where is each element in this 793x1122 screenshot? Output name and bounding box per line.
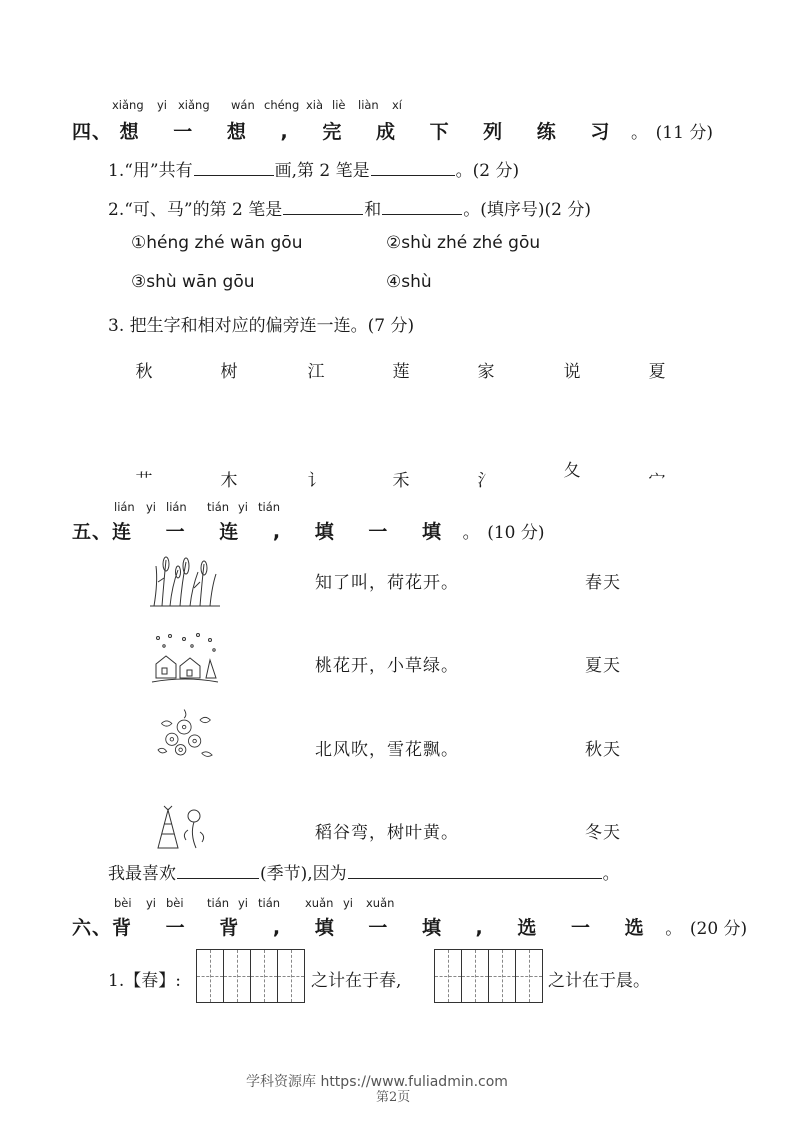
pinyin: liàn bbox=[358, 98, 379, 112]
answer-blank[interactable] bbox=[194, 157, 274, 176]
question-text: 画,第 2 笔是 bbox=[274, 161, 370, 181]
section-heading bbox=[72, 517, 545, 544]
answer-blank[interactable] bbox=[371, 157, 455, 176]
title-period: 。 bbox=[631, 123, 649, 143]
snowy-village-image[interactable] bbox=[150, 632, 220, 688]
section-separator: 、 bbox=[92, 121, 113, 143]
character-item[interactable]: 夏 bbox=[648, 362, 666, 382]
radical-item[interactable]: 木 bbox=[220, 471, 238, 491]
pinyin: liè bbox=[332, 98, 346, 112]
pinyin: tián bbox=[258, 896, 281, 910]
writing-grid[interactable] bbox=[196, 949, 305, 1003]
phrase-item[interactable]: 稻谷弯，树叶黄。 bbox=[315, 823, 459, 843]
option-4: ④shù bbox=[386, 272, 432, 292]
title-period: 。 bbox=[665, 919, 683, 939]
pinyin: tián bbox=[207, 500, 230, 514]
pinyin: lián bbox=[114, 500, 135, 514]
flower-blossom-image[interactable] bbox=[150, 706, 220, 762]
section-number: 六 bbox=[72, 917, 93, 939]
radical-item[interactable]: 禾 bbox=[392, 471, 410, 491]
question-text: 1.“用”共有 bbox=[108, 161, 193, 181]
pinyin: xià bbox=[306, 98, 324, 112]
section-points: (11 分) bbox=[655, 123, 713, 143]
question-text: 。 bbox=[602, 864, 620, 884]
phrase-item[interactable]: 知了叫，荷花开。 bbox=[315, 573, 459, 593]
radical-item[interactable]: 氵 bbox=[477, 471, 495, 491]
section-title: 背 一 背 , 填 一 填 , 选 一 选 bbox=[112, 917, 658, 939]
answer-blank[interactable] bbox=[177, 860, 259, 879]
pinyin: xiǎng bbox=[178, 98, 210, 112]
section-title: 连 一 连 , 填 一 填 bbox=[112, 521, 455, 543]
pinyin: yi bbox=[157, 98, 168, 112]
question-3: 3. 把生字和相对应的偏旁连一连。(7 分) bbox=[108, 316, 415, 336]
season-item[interactable]: 秋天 bbox=[585, 740, 621, 760]
pinyin: yi bbox=[146, 896, 157, 910]
pinyin: tián bbox=[258, 500, 281, 514]
answer-blank[interactable] bbox=[382, 196, 462, 215]
character-item[interactable]: 树 bbox=[220, 362, 238, 382]
pinyin: tián bbox=[207, 896, 230, 910]
pinyin: wán bbox=[231, 98, 255, 112]
season-item[interactable]: 春天 bbox=[585, 573, 621, 593]
character-item[interactable]: 家 bbox=[477, 362, 495, 382]
answer-blank[interactable] bbox=[348, 860, 602, 879]
section-separator: 、 bbox=[92, 917, 113, 939]
answer-blank[interactable] bbox=[283, 196, 363, 215]
page-number: 第2页 bbox=[376, 1090, 411, 1105]
pinyin: yi bbox=[343, 896, 354, 910]
phrase-item[interactable]: 桃花开，小草绿。 bbox=[315, 656, 459, 676]
favorite-season-question bbox=[108, 859, 620, 884]
pinyin: yi bbox=[238, 500, 249, 514]
title-period: 。 bbox=[462, 523, 480, 543]
section-points: (10 分) bbox=[487, 523, 545, 543]
question-label: 1.【春】: bbox=[108, 971, 181, 991]
question-text: 之计在于春, bbox=[311, 971, 402, 991]
question-text: 我最喜欢 bbox=[108, 864, 176, 884]
section-separator: 、 bbox=[92, 521, 113, 543]
pinyin: xiǎng bbox=[112, 98, 144, 112]
question-text: 。(填序号)(2 分) bbox=[463, 200, 591, 220]
pinyin: lián bbox=[166, 500, 187, 514]
character-item[interactable]: 秋 bbox=[135, 362, 153, 382]
section-number: 五 bbox=[72, 521, 93, 543]
option-1: ①héng zhé wān gōu bbox=[131, 233, 303, 253]
section-number: 四 bbox=[72, 121, 93, 143]
section-points: (20 分) bbox=[689, 919, 748, 939]
question-1 bbox=[108, 156, 519, 181]
cicada-lotus-image[interactable] bbox=[148, 800, 218, 856]
pinyin: yi bbox=[238, 896, 249, 910]
phrase-item[interactable]: 北风吹，雪花飘。 bbox=[315, 740, 459, 760]
character-item[interactable]: 江 bbox=[307, 362, 325, 382]
character-item[interactable]: 说 bbox=[563, 362, 581, 382]
radical-item[interactable]: 艹 bbox=[135, 471, 153, 491]
section-heading bbox=[72, 913, 747, 940]
writing-grid[interactable] bbox=[434, 949, 543, 1003]
radical-item[interactable]: 讠 bbox=[307, 471, 325, 491]
character-item[interactable]: 莲 bbox=[392, 362, 410, 382]
season-item[interactable]: 冬天 bbox=[585, 823, 621, 843]
question-text: 之计在于晨。 bbox=[548, 971, 650, 991]
pinyin: chéng bbox=[264, 98, 300, 112]
radical-item[interactable]: 夂 bbox=[563, 461, 581, 481]
section-heading bbox=[72, 117, 713, 144]
pinyin: bèi bbox=[114, 896, 132, 910]
question-text: (季节),因为 bbox=[260, 864, 347, 884]
question-text: 。(2 分) bbox=[455, 161, 520, 181]
option-3: ③shù wān gōu bbox=[131, 272, 255, 292]
question-text: 2.“可、马”的第 2 笔是 bbox=[108, 200, 283, 220]
pinyin: yi bbox=[146, 500, 157, 514]
season-item[interactable]: 夏天 bbox=[585, 656, 621, 676]
pinyin: bèi bbox=[166, 896, 184, 910]
section-title: 想 一 想 , 完 成 下 列 练 习 bbox=[119, 121, 624, 143]
pinyin: xuǎn bbox=[366, 896, 395, 910]
pinyin: xuǎn bbox=[305, 896, 334, 910]
pinyin: xí bbox=[392, 98, 403, 112]
wheat-field-image[interactable] bbox=[150, 552, 220, 608]
radical-item[interactable]: 宀 bbox=[648, 471, 666, 491]
option-2: ②shù zhé zhé gōu bbox=[386, 233, 541, 253]
question-text: 和 bbox=[364, 200, 382, 220]
watermark-text: 学科资源库 https://www.fuliadmin.com bbox=[246, 1074, 508, 1090]
question-2 bbox=[108, 195, 591, 220]
